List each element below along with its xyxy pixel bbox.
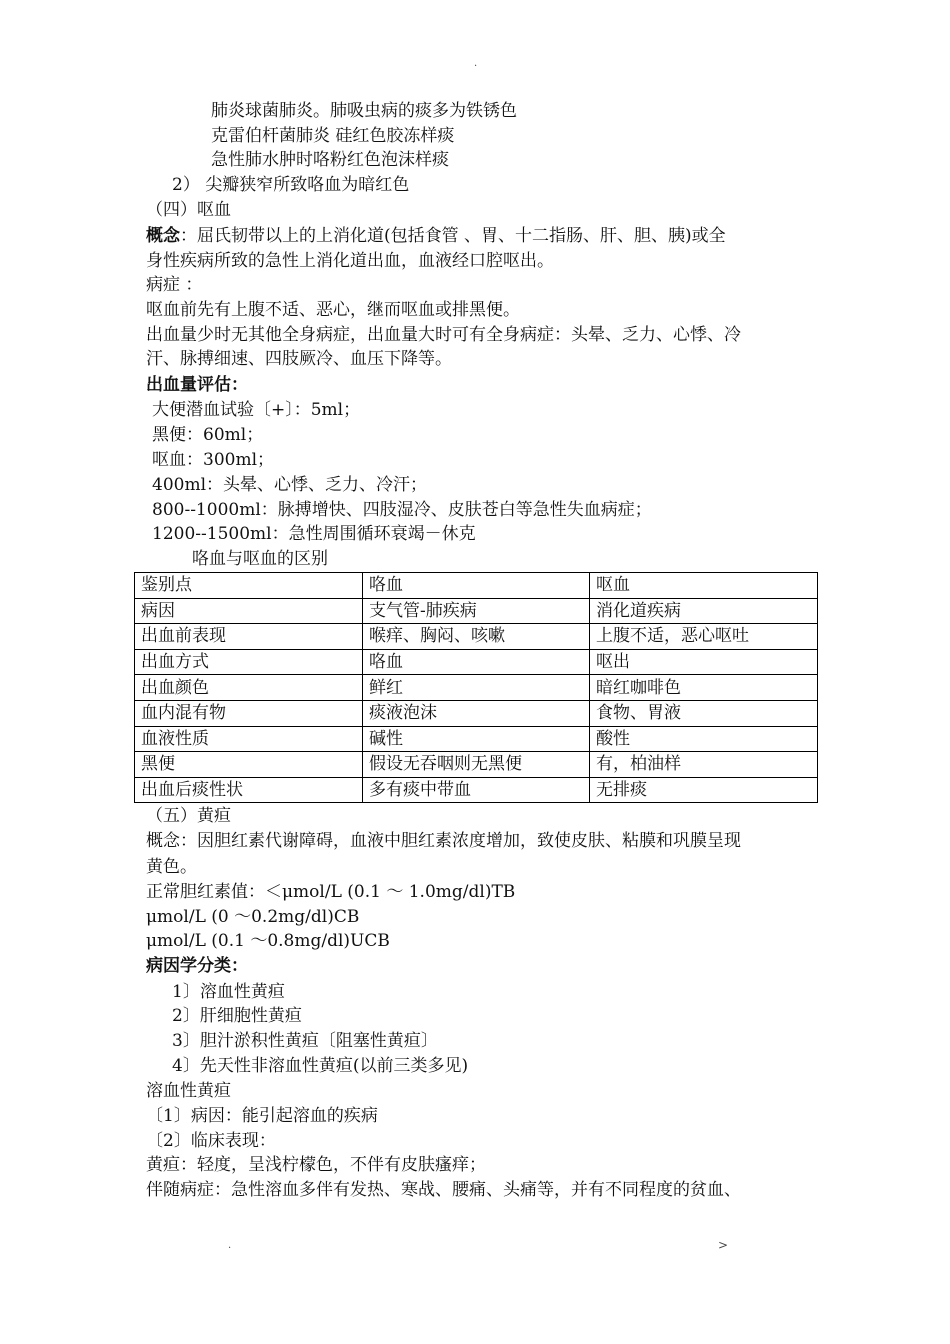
table-cell: 出血方式 <box>135 649 363 675</box>
table-cell: 上腹不适，恶心呕吐 <box>590 624 818 650</box>
table-cell: 鉴别点 <box>135 573 363 599</box>
table-row <box>135 752 818 778</box>
table-cell: 咯血 <box>363 573 590 599</box>
table-cell: 呕血 <box>590 573 818 599</box>
table-cell: 暗红咖啡色 <box>590 675 818 701</box>
text-line: 肺炎球菌肺炎。肺吸虫病的痰多为铁锈色 <box>211 101 517 121</box>
table-cell: 出血前表现 <box>135 624 363 650</box>
table-cell: 黑便 <box>135 752 363 778</box>
table-cell: 呕出 <box>590 649 818 675</box>
text-line: 克雷伯杆菌肺炎 硅红色胶冻样痰 <box>211 126 455 146</box>
text-line: μmol/L (0 ～0.2mg/dl)CB <box>146 907 360 927</box>
table-cell: 出血颜色 <box>135 675 363 701</box>
list-item: 呕血：300ml； <box>152 450 275 470</box>
list-item: 黑便：60ml； <box>152 425 264 445</box>
table-row <box>135 726 818 752</box>
table-row <box>135 573 818 599</box>
list-item: 1200--1500ml：急性周围循环衰竭－休克 <box>152 524 476 544</box>
text-line: 伴随病症：急性溶血多伴有发热、寒战、腰痛、头痛等，并有不同程度的贫血、 <box>146 1180 741 1200</box>
table-cell: 酸性 <box>590 726 818 752</box>
text-line: 正常胆红素值：＜μmol/L (0.1 ～ 1.0mg/dl)TB <box>146 882 516 902</box>
table-cell: 血内混有物 <box>135 700 363 726</box>
table-cell: 假设无吞咽则无黑便 <box>363 752 590 778</box>
subheading: 病因学分类： <box>146 956 248 976</box>
table-cell: 咯血 <box>363 649 590 675</box>
text-line: 汗、脉搏细速、四肢厥冷、血压下降等。 <box>146 349 452 369</box>
table-cell: 无排痰 <box>590 777 818 803</box>
text-line: 身性疾病所致的急性上消化道出血，血液经口腔呕出。 <box>146 251 554 271</box>
table-row <box>135 598 818 624</box>
footer-right-mark: > <box>718 1238 729 1252</box>
section-heading: （五）黄疸 <box>146 806 231 826</box>
text-line: 〔1〕病因：能引起溶血的疾病 <box>146 1106 378 1126</box>
concept-line <box>146 224 726 248</box>
list-item: 4〕先天性非溶血性黄疸(以前三类多见) <box>172 1056 469 1076</box>
list-item: 2〕肝细胞性黄疸 <box>172 1006 302 1026</box>
text-line: 〔2〕临床表现： <box>146 1131 276 1151</box>
text-line: 病症 ： <box>146 275 203 295</box>
table-cell: 支气管-肺疾病 <box>363 598 590 624</box>
table-caption: 咯血与呕血的区别 <box>192 549 328 569</box>
text-line: μmol/L (0.1 ～0.8mg/dl)UCB <box>146 931 390 951</box>
table-row <box>135 624 818 650</box>
table-cell: 消化道疾病 <box>590 598 818 624</box>
list-item: 大便潜血试验〔+〕：5ml； <box>152 400 361 420</box>
comparison-table <box>134 572 818 803</box>
table-cell: 痰液泡沫 <box>363 700 590 726</box>
list-item: 400ml：头晕、心悸、乏力、冷汗； <box>152 475 428 495</box>
text-line: 急性肺水肿时咯粉红色泡沫样痰 <box>211 150 449 170</box>
table-row <box>135 649 818 675</box>
table-row <box>135 700 818 726</box>
text-line: 呕血前先有上腹不适、恶心，继而呕血或排黑便。 <box>146 300 520 320</box>
table-row <box>135 777 818 803</box>
concept-text: ：屈氏韧带以上的上消化道(包括食管 、胃、十二指肠、肝、胆、胰)或全 <box>180 226 726 246</box>
table-cell: 碱性 <box>363 726 590 752</box>
table-cell: 多有痰中带血 <box>363 777 590 803</box>
concept-label: 概念 <box>146 226 180 246</box>
subheading: 出血量评估： <box>146 375 248 395</box>
text-line: 溶血性黄疸 <box>146 1081 231 1101</box>
text-line: 出血量少时无其他全身病症，出血量大时可有全身病症：头晕、乏力、心悸、冷 <box>146 325 741 345</box>
table-cell: 喉痒、胸闷、咳嗽 <box>363 624 590 650</box>
table-cell: 鲜红 <box>363 675 590 701</box>
list-item: 3〕胆汁淤积性黄疸〔阻塞性黄疸〕 <box>172 1031 438 1051</box>
table-cell: 出血后痰性状 <box>135 777 363 803</box>
text-line: 概念：因胆红素代谢障碍，血液中胆红素浓度增加，致使皮肤、粘膜和巩膜呈现 <box>146 831 741 851</box>
header-mark: . <box>474 58 478 69</box>
text-line: 黄疸：轻度，呈浅柠檬色，不伴有皮肤瘙痒； <box>146 1155 486 1175</box>
footer-left-mark: . <box>228 1240 232 1251</box>
table-row <box>135 675 818 701</box>
list-item: 1〕溶血性黄疸 <box>172 982 285 1002</box>
list-item: 800--1000ml：脉搏增快、四肢湿冷、皮肤苍白等急性失血病症； <box>152 500 652 520</box>
table-cell: 血液性质 <box>135 726 363 752</box>
table-cell: 病因 <box>135 598 363 624</box>
text-line: 黄色。 <box>146 857 197 877</box>
table-cell: 食物、胃液 <box>590 700 818 726</box>
text-line: 2） 尖瓣狭窄所致咯血为暗红色 <box>172 175 410 195</box>
section-heading: （四）呕血 <box>146 200 231 220</box>
table-cell: 有，柏油样 <box>590 752 818 778</box>
